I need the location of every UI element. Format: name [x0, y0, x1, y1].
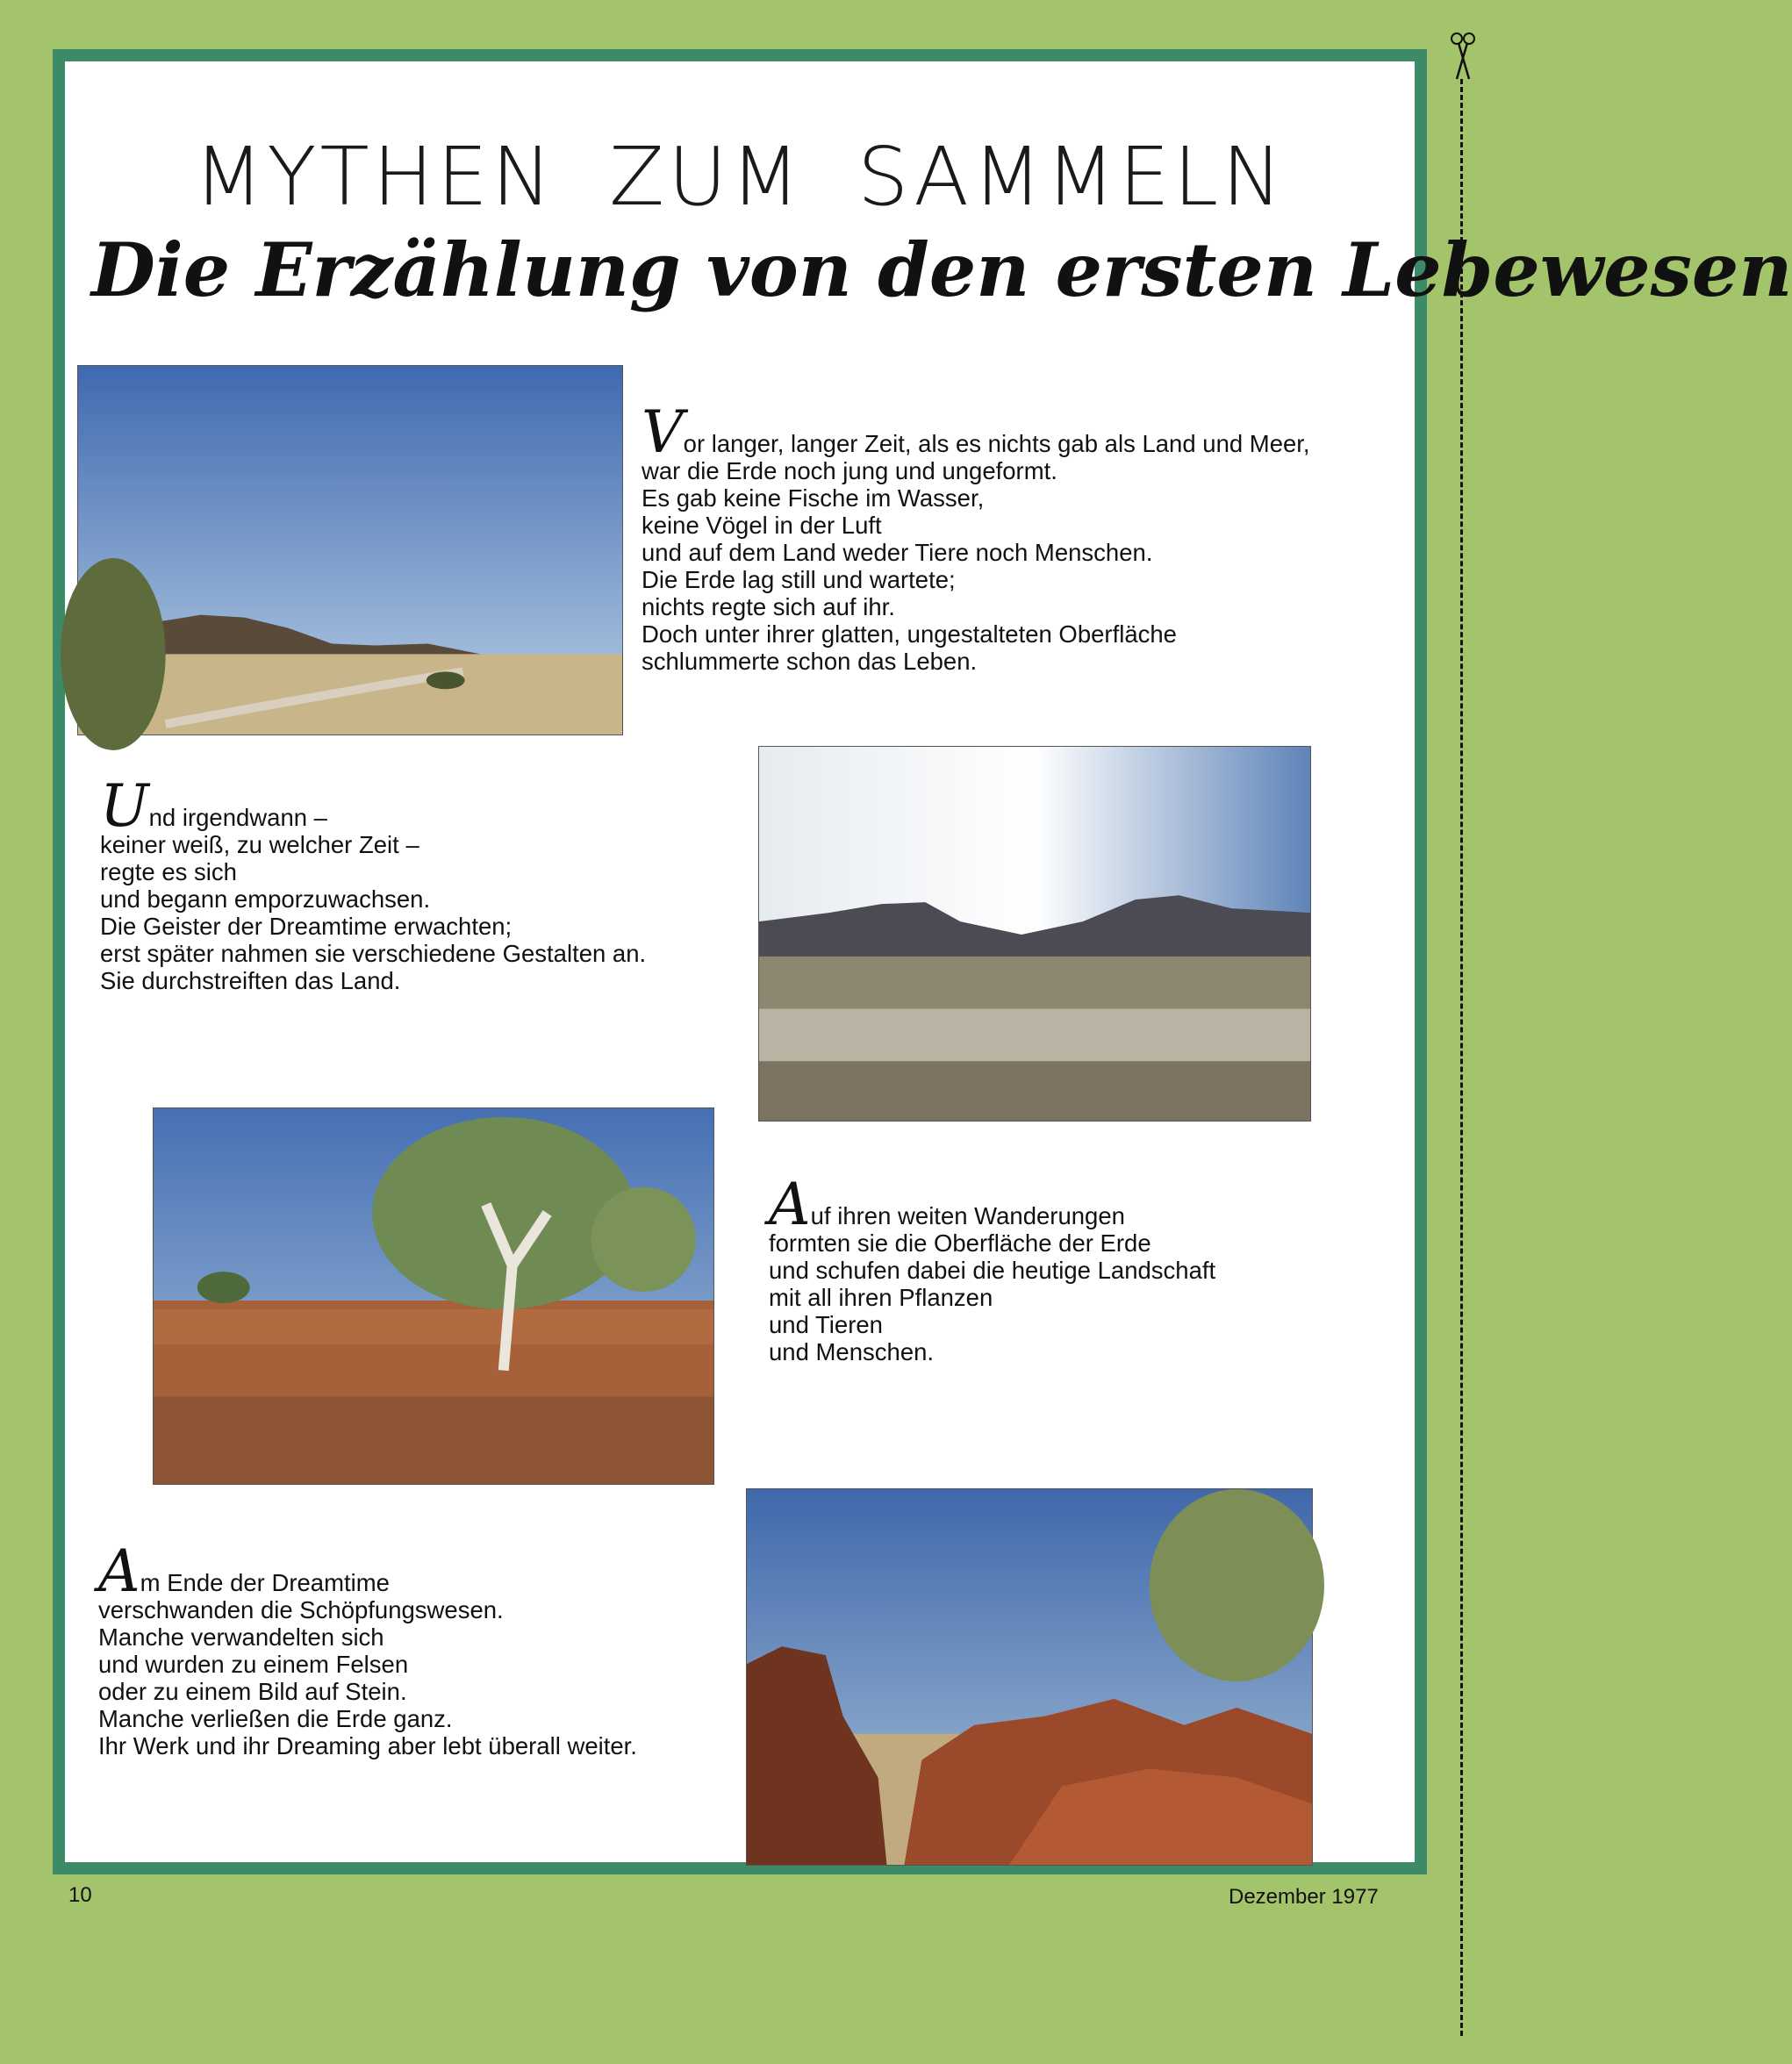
photo-gum-tree — [153, 1107, 714, 1485]
section-3-body: uf ihren weiten Wanderungen formten sie die Oberfläche der Erde und schufen dabei die heutige Landschaft mit all ihren Pflanzen und Tieren und Menschen. — [769, 1202, 1216, 1365]
section-4-text — [98, 1537, 637, 1759]
issue-date: Dezember 1977 — [1229, 1885, 1379, 1909]
photo-desert-hills — [77, 365, 623, 735]
dropcap-a-2: A — [98, 1537, 140, 1605]
section-1-body: or langer, langer Zeit, als es nichts gab als Land und Meer, war die Erde noch jung und ungeformt. Es gab keine Fische im Wasser, keine Vögel in der Luft und auf dem Land weder Tiere noch Menschen. Die Erde lag still und wartete; nichts regte sich auf ihr. Doch unter ihrer glatten, ungestalteten Oberfläche schlummerte schon das Leben. — [642, 430, 1310, 675]
page-title: MYTHEN ZUM SAMMELN — [193, 130, 1287, 224]
section-4-body: m Ende der Dreamtime verschwanden die Schöpfungswesen. Manche verwandelten sich und wurden zu einem Felsen oder zu einem Bild auf Stein. Manche verließen die Erde ganz. Ihr Werk und ihr Dreaming aber lebt überall weiter. — [98, 1569, 637, 1759]
section-2-text — [100, 772, 647, 994]
section-2-body: nd irgendwann – keiner weiß, zu welcher Zeit – regte es sich und begann emporzuwachsen. Die Geister der Dreamtime erwachten; erst später nahmen sie verschiedene Gestalten an. Sie durchstreiften das Land. — [100, 804, 647, 994]
page-number: 10 — [68, 1883, 92, 1907]
photo-misty-plain — [758, 746, 1311, 1122]
dropcap-u: U — [100, 772, 149, 840]
page-subtitle: Die Erzählung von den ersten Lebewesen — [91, 226, 1792, 313]
page-card — [53, 49, 1792, 1874]
cut-line — [1460, 79, 1463, 2036]
section-1-text — [642, 398, 1310, 675]
dropcap-a-1: A — [769, 1171, 811, 1238]
scissors-icon — [1450, 32, 1476, 81]
section-3-text — [769, 1171, 1216, 1365]
photo-red-rocks — [746, 1488, 1313, 1866]
dropcap-v: V — [642, 398, 684, 466]
